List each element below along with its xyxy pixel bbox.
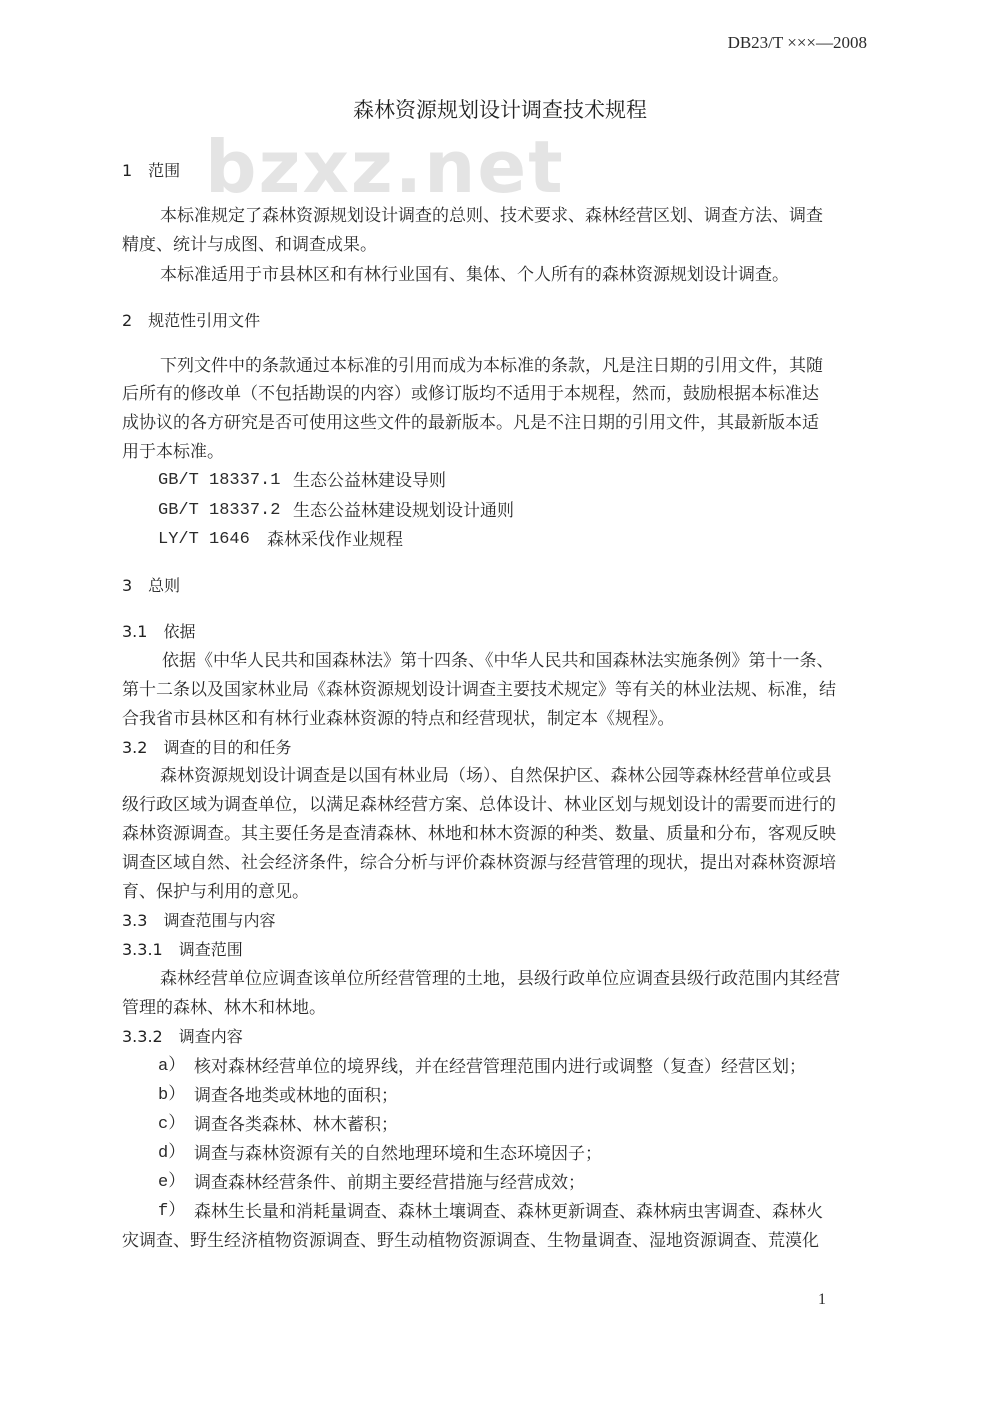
document-id: DB23/T ×××—2008 (727, 33, 867, 52)
list-item-text: 调查与森林资源有关的自然地理环境和生态环境因子； (194, 1144, 602, 1164)
section-heading: 3 总则 (122, 576, 181, 595)
paragraph-line: 第十二条以及国家林业局《森林资源规划设计调查主要技术规定》等有关的林业法规、标准，结 (122, 680, 836, 700)
document-title: 森林资源规划设计调查技术规程 (353, 98, 647, 122)
reference-code: LY/T 1646 (158, 530, 250, 549)
subsection-heading: 3.2 调查的目的和任务 (122, 738, 292, 757)
paragraph-line: 精度、统计与成图、和调查成果。 (122, 235, 377, 255)
page-number: 1 (818, 1291, 826, 1308)
paragraph-line: 森林资源规划设计调查是以国有林业局（场）、自然保护区、森林公园等森林经营单位或县 (160, 766, 832, 786)
paragraph-line: 森林资源调查。其主要任务是查清森林、林地和林木资源的种类、数量、质量和分布，客观反映 (122, 824, 836, 844)
paragraph-line: 后所有的修改单（不包括勘误的内容）或修订版均不适用于本规程，然而，鼓励根据本标准达 (122, 384, 819, 404)
paragraph-line: 下列文件中的条款通过本标准的引用而成为本标准的条款，凡是注日期的引用文件，其随 (160, 356, 823, 376)
subsection-heading: 3.3.1 调查范围 (122, 940, 243, 959)
list-item-label: e） (158, 1173, 186, 1192)
paragraph-line: 依据《中华人民共和国森林法》第十四条、《中华人民共和国森林法实施条例》第十一条、 (162, 651, 834, 671)
list-item-text: 调查森林经营条件、前期主要经营措施与经营成效； (194, 1173, 585, 1193)
list-item-label: a） (158, 1057, 186, 1076)
paragraph-line: 用于本标准。 (122, 442, 224, 462)
paragraph-line: 育、保护与利用的意见。 (122, 882, 309, 902)
subsection-heading: 3.3.2 调查内容 (122, 1027, 243, 1046)
reference-code: GB/T 18337.2 (158, 501, 281, 520)
list-item-text: 调查各地类或林地的面积； (194, 1086, 398, 1106)
paragraph-line: 调查区域自然、社会经济条件，综合分析与评价森林资源与经营管理的现状，提出对森林资源培 (122, 853, 836, 873)
reference-title: 生态公益林建设导则 (293, 471, 446, 491)
reference-title: 森林采伐作业规程 (267, 530, 403, 550)
section-heading: 2 规范性引用文件 (122, 311, 261, 330)
reference-code: GB/T 18337.1 (158, 471, 281, 490)
paragraph-line: 森林经营单位应调查该单位所经营管理的土地，县级行政单位应调查县级行政范围内其经营 (160, 969, 840, 989)
paragraph-line: 成协议的各方研究是否可使用这些文件的最新版本。凡是不注日期的引用文件，其最新版本适 (122, 413, 819, 433)
subsection-heading: 3.3 调查范围与内容 (122, 911, 276, 930)
reference-title: 生态公益林建设规划设计通则 (293, 501, 514, 521)
list-item-label: c） (158, 1115, 186, 1134)
list-item-label: f） (158, 1202, 186, 1221)
list-item-label: b） (158, 1086, 186, 1105)
list-item-text: 调查各类森林、林木蓄积； (194, 1115, 398, 1135)
watermark: bzxz.net (205, 125, 565, 209)
list-item-label: d） (158, 1144, 186, 1163)
subsection-heading: 3.1 依据 (122, 622, 196, 641)
paragraph-line: 灾调查、野生经济植物资源调查、野生动植物资源调查、生物量调查、湿地资源调查、荒漠化 (122, 1231, 819, 1251)
paragraph-line: 级行政区域为调查单位，以满足森林经营方案、总体设计、林业区划与规划设计的需要而进行的 (122, 795, 836, 815)
list-item-text: 森林生长量和消耗量调查、森林土壤调查、森林更新调查、森林病虫害调查、森林火 (194, 1202, 823, 1222)
section-heading: 1 范围 (122, 161, 181, 180)
paragraph-line: 合我省市县林区和有林行业森林资源的特点和经营现状，制定本《规程》。 (122, 709, 675, 729)
paragraph-line: 管理的森林、林木和林地。 (122, 998, 326, 1018)
paragraph-line: 本标准规定了森林资源规划设计调查的总则、技术要求、森林经营区划、调查方法、调查 (160, 206, 823, 226)
list-item-text: 核对森林经营单位的境界线，并在经营管理范围内进行或调整（复查）经营区划； (194, 1057, 806, 1077)
paragraph-line: 本标准适用于市县林区和有林行业国有、集体、个人所有的森林资源规划设计调查。 (160, 265, 789, 285)
